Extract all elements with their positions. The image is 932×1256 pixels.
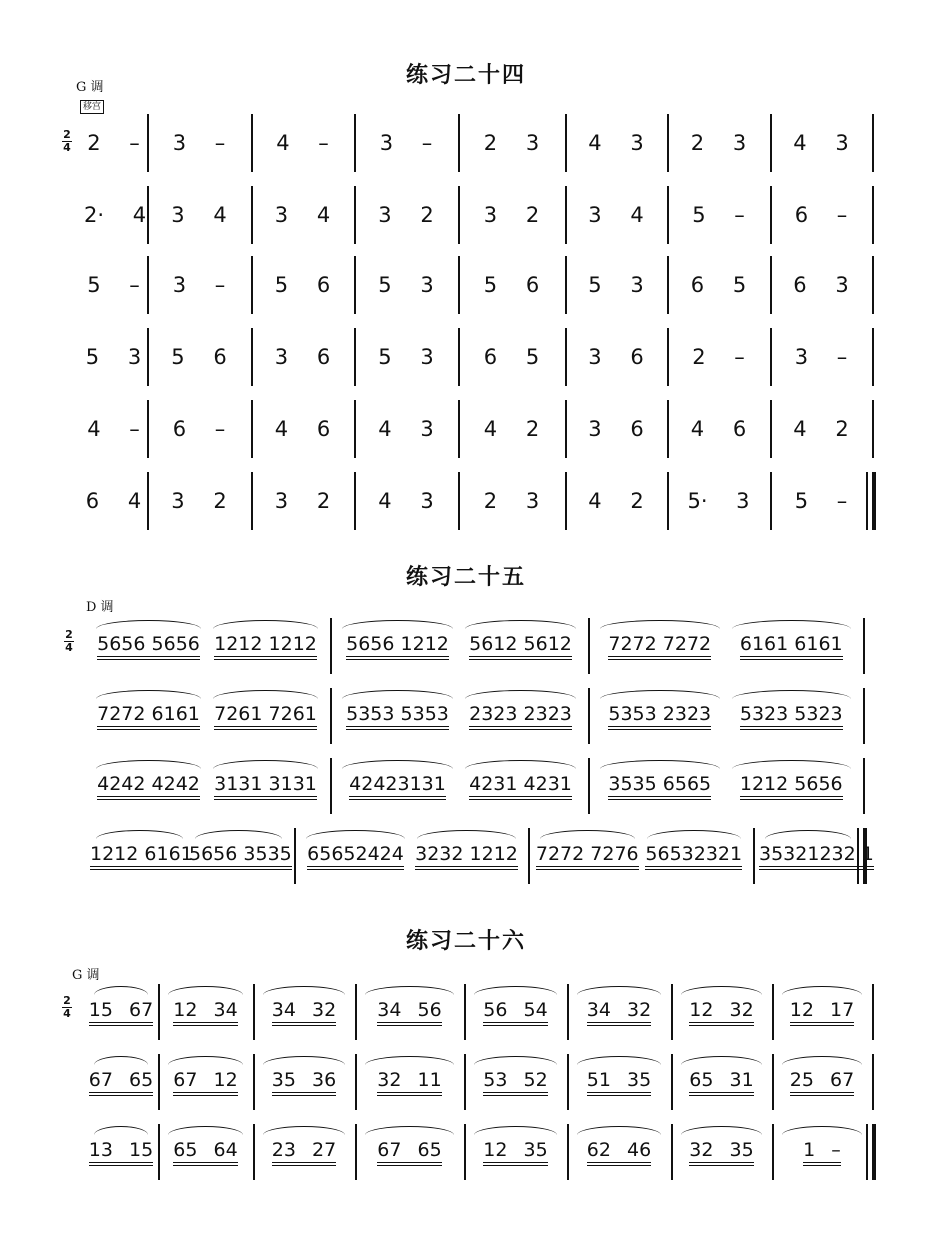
measure xyxy=(84,120,143,166)
barline xyxy=(251,256,253,314)
barline xyxy=(147,328,149,386)
measure-notes: 67 65 xyxy=(89,1069,153,1096)
measure xyxy=(468,1060,563,1104)
measure xyxy=(569,478,663,524)
final-barline-thick xyxy=(872,472,876,530)
barline xyxy=(872,1054,874,1110)
barline xyxy=(667,472,669,530)
measure-notes: 56532321 xyxy=(645,843,742,870)
measure xyxy=(358,192,454,238)
measure-notes: 2 3 xyxy=(483,489,540,513)
barline xyxy=(772,984,774,1040)
measure-notes: 35 36 xyxy=(272,1069,336,1096)
time-denominator: 4 xyxy=(65,641,73,654)
barline xyxy=(458,256,460,314)
exercise-26-title: 练习二十六 xyxy=(405,929,526,954)
measure xyxy=(84,478,143,524)
measure-notes: 51 35 xyxy=(587,1069,651,1096)
measure xyxy=(675,990,768,1034)
measure xyxy=(726,624,858,668)
measure-notes: 5656 3535 xyxy=(189,843,292,870)
time-numerator: 2 xyxy=(63,128,71,141)
time-numerator: 2 xyxy=(65,628,73,641)
barline xyxy=(565,186,567,244)
barline xyxy=(872,984,874,1040)
measure xyxy=(255,120,350,166)
measure-notes: 3 – xyxy=(172,273,226,297)
measure xyxy=(255,334,350,380)
barline xyxy=(567,984,569,1040)
measure-notes: 4231 4231 xyxy=(469,773,572,800)
measure xyxy=(462,192,561,238)
measure xyxy=(88,990,154,1034)
measure-notes: 5353 2323 xyxy=(608,703,711,730)
barline xyxy=(528,828,530,884)
barline xyxy=(863,758,865,814)
measure xyxy=(594,694,726,738)
measure xyxy=(726,764,858,808)
measure-notes: 5656 5656 xyxy=(97,633,200,660)
measure-notes: 5656 1212 xyxy=(346,633,449,660)
measure-notes: 3 6 xyxy=(588,417,644,441)
exercise-24-time-signature xyxy=(62,130,72,153)
barline xyxy=(671,1124,673,1180)
barline xyxy=(567,1054,569,1110)
barline xyxy=(458,186,460,244)
barline xyxy=(588,618,590,674)
measure-notes: 4 3 xyxy=(588,131,644,155)
barline xyxy=(354,256,356,314)
barline xyxy=(667,400,669,458)
measure xyxy=(571,990,667,1034)
measure xyxy=(151,334,247,380)
measure xyxy=(671,334,766,380)
measure xyxy=(84,406,143,452)
measure-notes: 5 6 xyxy=(483,273,540,297)
barline xyxy=(253,984,255,1040)
measure-notes: 34 56 xyxy=(377,999,441,1026)
measure xyxy=(671,120,766,166)
measure-notes: 5 3 xyxy=(378,345,434,369)
measure-notes: 32 11 xyxy=(377,1069,441,1096)
barline xyxy=(772,1124,774,1180)
exercise-24-key: G 调 xyxy=(76,80,104,95)
measure-notes: 3 6 xyxy=(274,345,331,369)
measure xyxy=(358,262,454,308)
time-denominator: 4 xyxy=(63,141,71,154)
measure-notes: 7272 7272 xyxy=(608,633,711,660)
barline xyxy=(872,328,874,386)
measure-notes: 3 2 xyxy=(378,203,434,227)
measure-notes: 5 – xyxy=(794,489,848,513)
exercise-26-time-signature xyxy=(62,996,72,1019)
measure xyxy=(468,990,563,1034)
measure-notes: 13 15 xyxy=(89,1139,153,1166)
measure-notes: 2· 4 xyxy=(84,203,147,227)
measure-notes: 23 27 xyxy=(272,1139,336,1166)
barline xyxy=(253,1054,255,1110)
measure xyxy=(671,478,766,524)
barline xyxy=(354,114,356,172)
measure xyxy=(459,764,582,808)
barline xyxy=(354,400,356,458)
measure xyxy=(255,262,350,308)
measure xyxy=(776,990,868,1034)
measure xyxy=(300,834,411,878)
barline xyxy=(872,400,874,458)
barline xyxy=(147,114,149,172)
measure xyxy=(359,990,460,1034)
measure xyxy=(336,624,459,668)
measure xyxy=(90,624,207,668)
measure-notes: 2 3 xyxy=(483,131,540,155)
barline xyxy=(667,256,669,314)
barline xyxy=(354,186,356,244)
barline xyxy=(330,618,332,674)
barline xyxy=(667,186,669,244)
measure-notes: 7261 7261 xyxy=(214,703,317,730)
measure-notes: 53 52 xyxy=(483,1069,547,1096)
measure xyxy=(358,406,454,452)
measure-notes: 35321232 1 xyxy=(759,843,874,870)
measure xyxy=(569,406,663,452)
measure-notes: 4 6 xyxy=(690,417,747,441)
measure xyxy=(671,192,766,238)
barline xyxy=(565,472,567,530)
barline xyxy=(251,328,253,386)
barline xyxy=(770,472,772,530)
barline xyxy=(251,400,253,458)
barline xyxy=(770,186,772,244)
measure-notes: 5 – xyxy=(692,203,745,227)
measure-notes: 5· 3 xyxy=(687,489,750,513)
measure xyxy=(255,478,350,524)
measure-notes: 12 32 xyxy=(689,999,753,1026)
measure xyxy=(151,192,247,238)
barline xyxy=(770,328,772,386)
measure xyxy=(462,478,561,524)
barline xyxy=(354,472,356,530)
measure-notes: 6 5 xyxy=(483,345,540,369)
measure-notes: 3 2 xyxy=(483,203,540,227)
barline xyxy=(147,256,149,314)
measure xyxy=(774,478,868,524)
barline xyxy=(355,984,357,1040)
measure-notes: 5612 5612 xyxy=(469,633,572,660)
measure-notes: 4 3 xyxy=(793,131,849,155)
barline xyxy=(147,400,149,458)
measure-notes: 5 3 xyxy=(85,345,142,369)
measure xyxy=(90,764,207,808)
measure xyxy=(774,192,868,238)
measure xyxy=(462,262,561,308)
measure xyxy=(84,262,143,308)
measure-notes: 5 3 xyxy=(588,273,644,297)
measure-notes: 3 4 xyxy=(274,203,331,227)
measure xyxy=(207,764,324,808)
measure-notes: 3 – xyxy=(794,345,848,369)
barline xyxy=(330,688,332,744)
measure-notes: 4 2 xyxy=(588,489,644,513)
measure-notes: 67 65 xyxy=(377,1139,441,1166)
measure-notes: 5 – xyxy=(87,273,140,297)
measure-notes: 3232 1212 xyxy=(415,843,518,870)
measure xyxy=(90,694,207,738)
measure xyxy=(151,406,247,452)
measure xyxy=(257,1130,351,1174)
measure xyxy=(675,1130,768,1174)
barline xyxy=(667,114,669,172)
measure-notes: 2 – xyxy=(87,131,140,155)
measure-notes: 25 67 xyxy=(790,1069,854,1096)
measure xyxy=(462,334,561,380)
measure xyxy=(776,1130,868,1174)
barline xyxy=(770,400,772,458)
measure xyxy=(671,262,766,308)
barline xyxy=(565,400,567,458)
measure-notes: 3 2 xyxy=(171,489,227,513)
measure xyxy=(641,834,748,878)
measure xyxy=(571,1130,667,1174)
measure-notes: 4 3 xyxy=(378,489,434,513)
measure-notes: 5 3 xyxy=(378,273,434,297)
measure-notes: 3 4 xyxy=(588,203,644,227)
exercise-26-key: G 调 xyxy=(72,968,100,983)
measure xyxy=(671,406,766,452)
measure-notes: 3 6 xyxy=(588,345,644,369)
exercise-24-badge: 移宫 xyxy=(80,100,104,114)
measure-notes: 5 6 xyxy=(171,345,227,369)
measure-notes: 4242 4242 xyxy=(97,773,200,800)
measure-notes: 65 31 xyxy=(689,1069,753,1096)
barline xyxy=(458,400,460,458)
barline xyxy=(872,114,874,172)
measure-notes: 12 34 xyxy=(173,999,237,1026)
measure xyxy=(336,764,459,808)
measure xyxy=(257,1060,351,1104)
barline xyxy=(251,114,253,172)
measure xyxy=(411,834,522,878)
measure xyxy=(569,192,663,238)
exercise-25-key: D 调 xyxy=(86,600,114,615)
measure-notes: 12 17 xyxy=(790,999,854,1026)
measure xyxy=(207,624,324,668)
barline xyxy=(147,472,149,530)
barline xyxy=(158,984,160,1040)
measure xyxy=(534,834,641,878)
time-numerator: 2 xyxy=(63,994,71,1007)
measure xyxy=(358,120,454,166)
measure-notes: 3 – xyxy=(379,131,433,155)
measure-notes: 67 12 xyxy=(173,1069,237,1096)
barline xyxy=(667,328,669,386)
measure xyxy=(675,1060,768,1104)
measure-notes: 6161 6161 xyxy=(740,633,843,660)
measure xyxy=(459,694,582,738)
measure xyxy=(257,990,351,1034)
measure xyxy=(358,334,454,380)
measure-notes: 15 67 xyxy=(89,999,153,1026)
measure-notes: 56 54 xyxy=(483,999,547,1026)
barline xyxy=(158,1054,160,1110)
measure-notes: 32 35 xyxy=(689,1139,753,1166)
measure xyxy=(462,406,561,452)
measure-notes: 4 6 xyxy=(274,417,331,441)
barline xyxy=(354,328,356,386)
measure-notes: 6 – xyxy=(794,203,848,227)
measure-notes: 34 32 xyxy=(587,999,651,1026)
measure-notes: 5323 5323 xyxy=(740,703,843,730)
measure-notes: 65 64 xyxy=(173,1139,237,1166)
measure xyxy=(459,624,582,668)
measure-notes: 4 2 xyxy=(483,417,540,441)
exercise-25-title: 练习二十五 xyxy=(405,565,526,590)
measure-notes: 7272 6161 xyxy=(97,703,200,730)
barline xyxy=(458,114,460,172)
barline xyxy=(355,1054,357,1110)
barline xyxy=(565,328,567,386)
measure-notes: 1212 6161 xyxy=(90,843,193,870)
barline xyxy=(863,618,865,674)
measure xyxy=(90,834,193,878)
measure xyxy=(468,1130,563,1174)
measure xyxy=(774,120,868,166)
measure xyxy=(88,1130,154,1174)
measure-notes: 6 5 xyxy=(690,273,747,297)
measure-notes: 3 2 xyxy=(274,489,331,513)
measure xyxy=(189,834,292,878)
measure-notes: 4 3 xyxy=(378,417,434,441)
barline xyxy=(251,472,253,530)
measure xyxy=(776,1060,868,1104)
measure-notes: 4 – xyxy=(276,131,329,155)
measure xyxy=(162,1130,249,1174)
measure-notes: 62 46 xyxy=(587,1139,651,1166)
measure xyxy=(255,192,350,238)
measure-notes: 4 – xyxy=(87,417,140,441)
exercise-25-time-signature xyxy=(64,630,74,653)
barline xyxy=(464,1054,466,1110)
barline xyxy=(458,472,460,530)
barline xyxy=(251,186,253,244)
measure xyxy=(774,262,868,308)
measure xyxy=(151,120,247,166)
measure xyxy=(569,334,663,380)
measure xyxy=(462,120,561,166)
measure xyxy=(359,1130,460,1174)
barline xyxy=(567,1124,569,1180)
measure-notes: 6 – xyxy=(172,417,226,441)
measure xyxy=(774,406,868,452)
barline xyxy=(872,186,874,244)
measure xyxy=(255,406,350,452)
measure xyxy=(759,834,874,878)
measure-notes: 4 2 xyxy=(793,417,849,441)
measure-notes: 6 4 xyxy=(85,489,142,513)
measure xyxy=(569,120,663,166)
measure xyxy=(358,478,454,524)
barline xyxy=(464,984,466,1040)
measure xyxy=(726,694,858,738)
barline xyxy=(158,1124,160,1180)
measure xyxy=(336,694,459,738)
measure-notes: 42423131 xyxy=(349,773,446,800)
measure xyxy=(88,1060,154,1104)
barline xyxy=(294,828,296,884)
barline xyxy=(458,328,460,386)
measure-notes: 7272 7276 xyxy=(536,843,639,870)
measure-notes: 3 4 xyxy=(171,203,227,227)
barline xyxy=(863,688,865,744)
barline xyxy=(565,256,567,314)
barline xyxy=(872,256,874,314)
measure-notes: 5 6 xyxy=(274,273,331,297)
measure xyxy=(151,262,247,308)
barline xyxy=(588,758,590,814)
measure-notes: 2323 2323 xyxy=(469,703,572,730)
measure-notes: 1 – xyxy=(803,1139,841,1166)
barline xyxy=(565,114,567,172)
measure-notes: 34 32 xyxy=(272,999,336,1026)
barline xyxy=(588,688,590,744)
measure-notes: 3131 3131 xyxy=(214,773,317,800)
measure xyxy=(569,262,663,308)
measure-notes: 65652424 xyxy=(307,843,404,870)
barline xyxy=(753,828,755,884)
barline xyxy=(253,1124,255,1180)
measure xyxy=(84,334,143,380)
measure-notes: 1212 5656 xyxy=(740,773,843,800)
barline xyxy=(464,1124,466,1180)
exercise-24-title: 练习二十四 xyxy=(405,63,526,88)
measure-notes: 2 3 xyxy=(690,131,747,155)
measure xyxy=(162,1060,249,1104)
barline xyxy=(671,1054,673,1110)
barline xyxy=(671,984,673,1040)
measure xyxy=(594,624,726,668)
measure-notes: 6 3 xyxy=(793,273,849,297)
measure xyxy=(162,990,249,1034)
measure xyxy=(359,1060,460,1104)
barline xyxy=(770,256,772,314)
measure xyxy=(84,192,147,238)
measure xyxy=(151,478,247,524)
measure xyxy=(594,764,726,808)
measure-notes: 3 – xyxy=(172,131,226,155)
barline xyxy=(147,186,149,244)
measure xyxy=(774,334,868,380)
measure-notes: 3535 6565 xyxy=(608,773,711,800)
time-denominator: 4 xyxy=(63,1007,71,1020)
barline xyxy=(772,1054,774,1110)
measure-notes: 1212 1212 xyxy=(214,633,317,660)
barline xyxy=(355,1124,357,1180)
barline xyxy=(330,758,332,814)
measure xyxy=(207,694,324,738)
measure xyxy=(571,1060,667,1104)
measure-notes: 5353 5353 xyxy=(346,703,449,730)
measure-notes: 2 – xyxy=(692,345,745,369)
barline xyxy=(770,114,772,172)
measure-notes: 12 35 xyxy=(483,1139,547,1166)
final-barline-thick xyxy=(872,1124,876,1180)
